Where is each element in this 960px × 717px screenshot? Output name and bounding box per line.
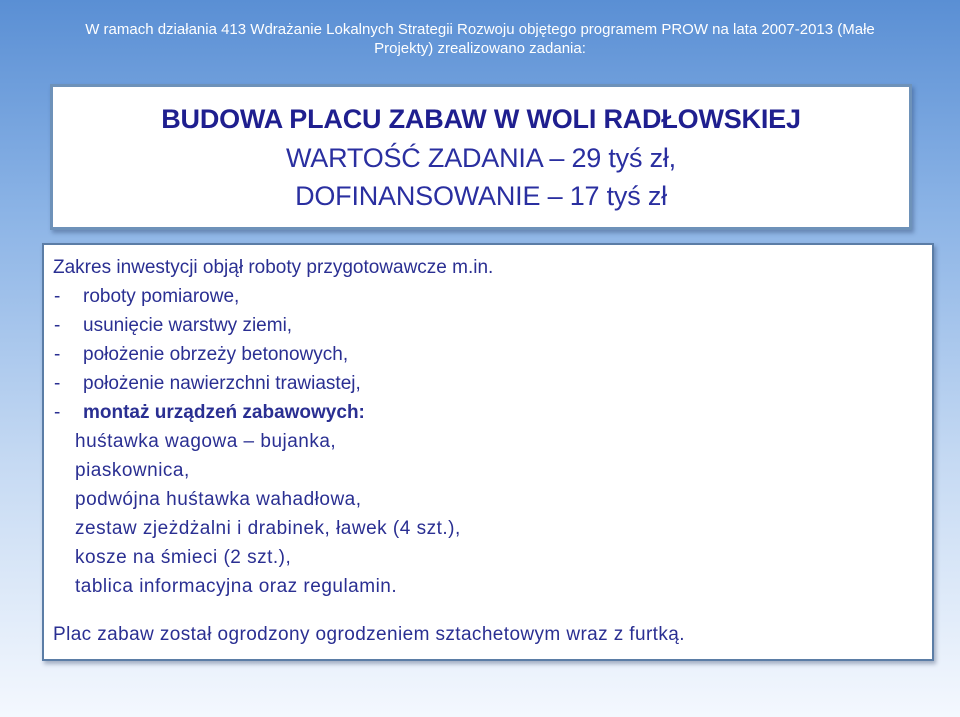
- list-item: [53, 311, 932, 340]
- list-dash: -: [54, 373, 61, 394]
- header-caption: [0, 0, 960, 66]
- list-item: [53, 340, 932, 369]
- equipment-item: tablica informacyjna oraz regulamin.: [75, 576, 398, 597]
- equipment-item: kosze na śmieci (2 szt.),: [75, 547, 292, 568]
- equipment-item: huśtawka wagowa – bujanka,: [75, 431, 337, 452]
- equipment-item: piaskownica,: [75, 460, 190, 481]
- list-item-text: położenie obrzeży betonowych,: [83, 344, 349, 365]
- list-dash: -: [54, 402, 61, 423]
- list-item-text: usunięcie warstwy ziemi,: [83, 315, 293, 336]
- list-item-text: montaż urządzeń zabawowych:: [83, 402, 365, 423]
- list-dash: -: [54, 286, 61, 307]
- scope-intro: Zakres inwestycji objął roboty przygotowawcze m.in.: [53, 257, 494, 278]
- list-item: [53, 282, 932, 311]
- list-item: [53, 398, 932, 427]
- list-item-text: roboty pomiarowe,: [83, 286, 240, 307]
- project-funding: DOFINANSOWANIE – 17 tyś zł: [295, 181, 667, 211]
- project-title: BUDOWA PLACU ZABAW W WOLI RADŁOWSKIEJ: [161, 104, 801, 134]
- list-item-text: położenie nawierzchni trawiastej,: [83, 373, 361, 394]
- scope-box: [42, 243, 934, 661]
- equipment-item: zestaw zjeżdżalni i drabinek, ławek (4 szt.),: [75, 518, 461, 539]
- header-line-2: Projekty) zrealizowano zadania:: [374, 40, 586, 57]
- equipment-item: podwójna huśtawka wahadłowa,: [75, 489, 362, 510]
- list-item: [53, 369, 932, 398]
- fence-note: Plac zabaw został ogrodzony ogrodzeniem sztachetowym wraz z furtką.: [53, 624, 685, 645]
- title-box: [50, 84, 912, 230]
- list-dash: -: [54, 315, 61, 336]
- header-line-1: W ramach działania 413 Wdrażanie Lokalnych Strategii Rozwoju objętego programem PROW na lata 2007-2013 (Małe: [85, 21, 875, 38]
- list-dash: -: [54, 344, 61, 365]
- project-value: WARTOŚĆ ZADANIA – 29 tyś zł,: [285, 143, 676, 173]
